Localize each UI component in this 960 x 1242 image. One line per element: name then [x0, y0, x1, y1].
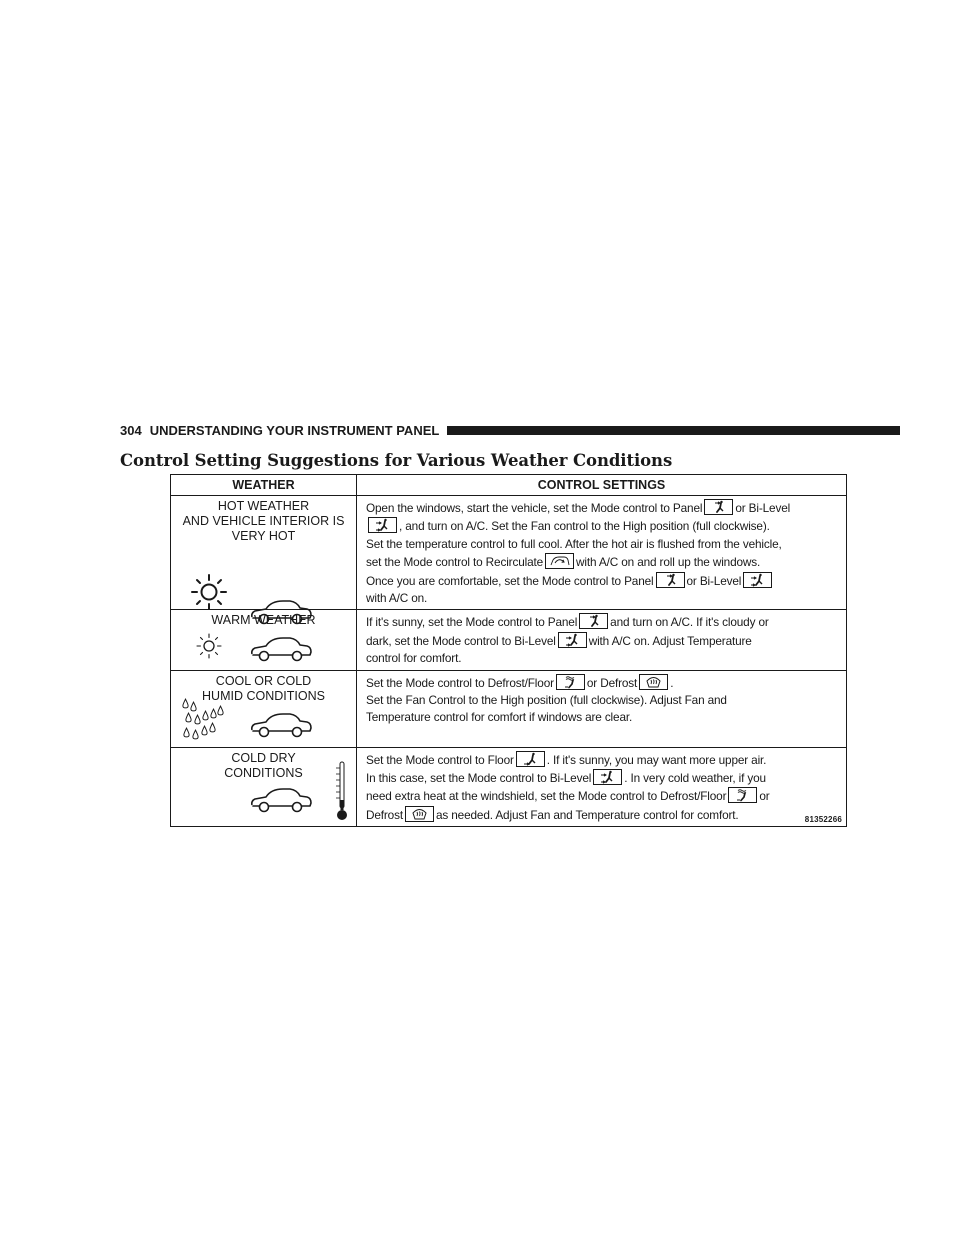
weather-label: HOT WEATHER AND VEHICLE INTERIOR IS VERY HOT — [182, 499, 345, 543]
figure-id: 81352266 — [804, 815, 842, 825]
control-text: , and turn on A/C. Set the Fan control to the High position (full clockwise). — [399, 519, 770, 534]
control-text: Defrost — [366, 807, 403, 822]
panel-mode-icon — [579, 613, 608, 629]
col-header-controls: CONTROL SETTINGS — [357, 475, 847, 496]
control-text: and turn on A/C. If it's cloudy or — [610, 615, 769, 630]
control-text: dark, set the Mode control to Bi-Level — [366, 633, 556, 648]
control-text: as needed. Adjust Fan and Temperature control for comfort. — [435, 807, 739, 822]
table-row — [171, 610, 847, 670]
thermometer-icon — [335, 760, 349, 822]
bi-level-mode-icon — [368, 517, 397, 533]
control-text: Set the temperature control to full cool. After the hot air is flushed from the vehicle, — [366, 536, 782, 551]
table-row — [171, 747, 847, 827]
controls-cell-humid — [357, 670, 847, 747]
car-icon — [249, 786, 313, 814]
floor-mode-icon — [516, 751, 545, 767]
weather-label: WARM WEATHER — [211, 613, 316, 628]
control-text: . In very cold weather, if you — [624, 771, 766, 786]
control-text: or Defrost — [586, 675, 638, 690]
control-text: Set the Mode control to Floor — [366, 752, 514, 767]
weather-settings-table — [170, 474, 847, 827]
sun-icon — [195, 632, 223, 660]
panel-mode-icon — [656, 572, 685, 588]
raindrops-icon — [179, 695, 229, 743]
control-text: or Bi-Level — [686, 573, 742, 588]
control-text: with A/C on. — [366, 591, 428, 606]
defrost-floor-mode-icon — [728, 787, 757, 803]
weather-label: COLD DRY CONDITIONS — [224, 750, 303, 780]
control-text: . — [670, 675, 674, 690]
page-number: 304 — [120, 422, 142, 438]
controls-cell-hot — [357, 496, 847, 610]
table-row — [171, 496, 847, 610]
control-text: with A/C on and roll up the windows. — [576, 555, 761, 570]
control-text: control for comfort. — [366, 651, 462, 666]
chapter-title: UNDERSTANDING YOUR INSTRUMENT PANEL — [149, 422, 440, 438]
defrost-icon — [405, 806, 434, 822]
control-text: Open the windows, start the vehicle, set the Mode control to Panel — [366, 501, 703, 515]
control-text: Once you are comfortable, set the Mode control to Panel — [366, 573, 654, 588]
control-text: set the Mode control to Recirculate — [366, 555, 544, 570]
sun-icon — [189, 572, 229, 612]
panel-mode-icon — [704, 499, 733, 515]
control-text: need extra heat at the windshield, set the Mode control to Defrost/Floor — [366, 789, 727, 804]
bi-level-mode-icon — [743, 572, 772, 588]
control-text: Set the Fan Control to the High position (full clockwise). Adjust Fan and — [366, 693, 727, 708]
car-icon — [249, 635, 313, 663]
defrost-floor-mode-icon — [556, 674, 585, 690]
bi-level-mode-icon — [593, 769, 622, 785]
control-text: with A/C on. Adjust Temperature — [588, 633, 752, 648]
control-text: In this case, set the Mode control to Bi-Level — [366, 771, 592, 786]
table-header-row — [171, 475, 847, 496]
controls-cell-warm — [357, 610, 847, 670]
weather-label: COOL OR COLD HUMID CONDITIONS — [202, 673, 325, 703]
controls-cell-cold-dry — [357, 747, 847, 827]
control-text: or Bi-Level — [735, 501, 791, 515]
bi-level-mode-icon — [558, 632, 587, 648]
recirculate-icon — [545, 553, 574, 569]
weather-cell-hot — [171, 496, 357, 610]
table-row — [171, 670, 847, 747]
control-text: Set the Mode control to Defrost/Floor — [366, 675, 554, 690]
page-header — [120, 418, 900, 442]
car-icon — [249, 711, 313, 739]
weather-cell-cold-dry — [171, 747, 357, 827]
weather-cell-humid — [171, 670, 357, 747]
control-text: Temperature control for comfort if windows are clear. — [366, 710, 633, 725]
defrost-icon — [639, 674, 668, 690]
control-text: or — [759, 789, 770, 804]
col-header-weather: WEATHER — [171, 475, 357, 496]
control-text: If it's sunny, set the Mode control to Panel — [366, 615, 578, 630]
header-rule — [447, 426, 900, 435]
section-title: Control Setting Suggestions for Various Weather Conditions — [120, 451, 673, 470]
weather-cell-warm — [171, 610, 357, 670]
control-text: . If it's sunny, you may want more upper air. — [546, 752, 767, 767]
